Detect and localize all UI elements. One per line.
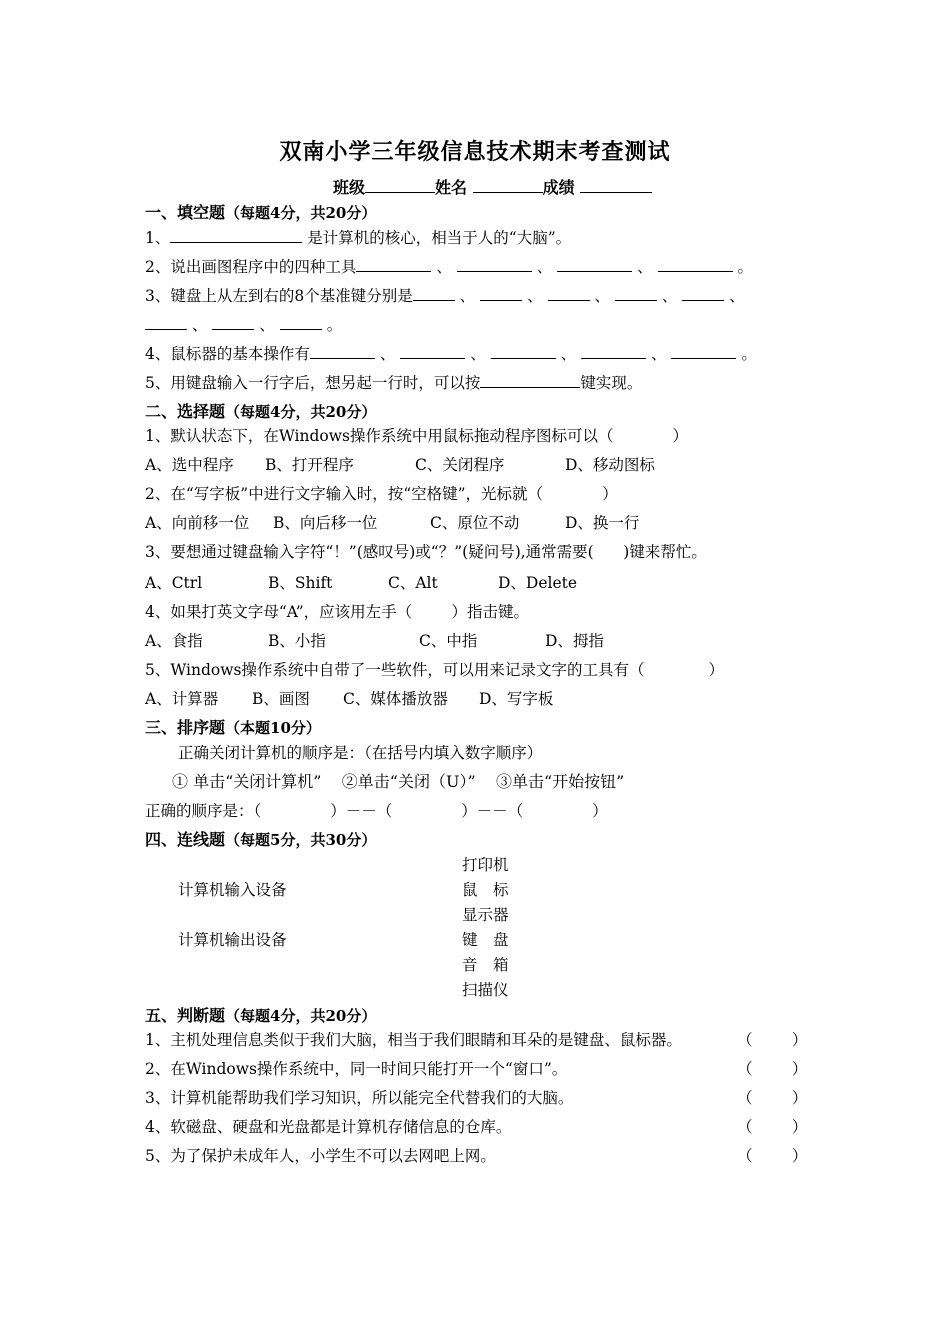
heading-text: 二、选择题 — [145, 402, 226, 421]
choice-q5: 5、Windows操作系统中自带了一些软件，可以用来记录文字的工具有（ ） — [145, 661, 724, 679]
option[interactable]: A、Ctrl — [145, 574, 203, 592]
match-left-item[interactable]: 计算机输入设备 — [178, 881, 287, 899]
score-label: 成绩 — [542, 178, 575, 197]
judge-bracket[interactable]: （ ） — [737, 1060, 808, 1078]
section-order-heading — [145, 718, 321, 738]
fill-blank[interactable] — [491, 344, 556, 359]
choice-q4: 4、如果打英文字母“A”，应该用左手（ ）指击键。 — [145, 603, 530, 621]
heading-note: （本题10分） — [225, 719, 321, 737]
sep: 、 — [637, 258, 653, 276]
sep: 、 — [527, 287, 543, 305]
end: 。 — [741, 345, 757, 363]
sep: 、 — [191, 316, 208, 334]
q-text: 4、鼠标器的基本操作有 — [145, 345, 310, 363]
fill-q1 — [145, 228, 571, 248]
match-left-item[interactable]: 计算机输出设备 — [178, 931, 287, 949]
judge-item: 1、主机处理信息类似于我们大脑，相当于我们眼睛和耳朵的是键盘、鼠标器。 — [145, 1031, 682, 1049]
fill-blank[interactable] — [548, 286, 590, 301]
heading-note: （每题4分，共20分） — [225, 204, 377, 222]
option[interactable]: A、向前移一位 — [145, 514, 250, 532]
option[interactable]: D、拇指 — [545, 632, 604, 650]
heading-text: 一、填空题 — [145, 203, 226, 222]
order-instruction: 正确关闭计算机的顺序是：（在括号内填入数字顺序） — [178, 744, 543, 762]
name-label: 姓名 — [435, 178, 468, 197]
order-options: ① 单击“关闭计算机” ②单击“关闭（U）” ③单击“开始按钮” — [172, 772, 625, 791]
judge-bracket[interactable]: （ ） — [737, 1089, 808, 1107]
match-right-item[interactable]: 键 盘 — [462, 931, 509, 949]
option[interactable]: B、打开程序 — [265, 456, 354, 474]
heading-note: （每题4分，共20分） — [225, 1007, 377, 1025]
fill-q2 — [145, 257, 753, 277]
heading-text: 五、判断题 — [145, 1006, 226, 1025]
option[interactable]: D、移动图标 — [565, 456, 655, 474]
sep: 、 — [470, 345, 486, 363]
heading-note: （每题5分，共30分） — [225, 831, 377, 849]
fill-blank[interactable] — [400, 344, 465, 359]
class-label: 班级 — [333, 178, 366, 197]
section-fill-heading — [145, 203, 376, 223]
fill-blank[interactable] — [671, 344, 736, 359]
sep: 、 — [594, 287, 610, 305]
section-choice-heading — [145, 402, 376, 422]
match-right-item[interactable]: 打印机 — [462, 856, 509, 874]
fill-blank[interactable] — [480, 373, 580, 388]
section-judge-heading — [145, 1006, 376, 1026]
judge-item: 3、计算机能帮助我们学习知识，所以能完全代替我们的大脑。 — [145, 1089, 574, 1107]
judge-bracket[interactable]: （ ） — [737, 1118, 808, 1136]
option[interactable]: C、原位不动 — [430, 514, 520, 532]
option[interactable]: D、Delete — [498, 574, 578, 592]
sep: 、 — [259, 316, 275, 334]
match-right-item[interactable]: 鼠 标 — [462, 881, 509, 899]
fill-q5 — [145, 373, 642, 393]
student-info-fields — [333, 178, 652, 198]
choice-q3: 3、要想通过键盘输入字符“！”(感叹号)或“？”(疑问号),通常需要( )键来帮忙。 — [145, 543, 707, 561]
sep: 、 — [650, 345, 667, 363]
judge-item: 4、软磁盘、硬盘和光盘都是计算机存储信息的仓库。 — [145, 1118, 512, 1136]
judge-item: 2、在Windows操作系统中，同一时间只能打开一个“窗口”。 — [145, 1060, 568, 1078]
fill-blank[interactable] — [682, 286, 724, 301]
match-right-item[interactable]: 音 箱 — [462, 956, 509, 974]
option[interactable]: A、食指 — [145, 632, 203, 650]
fill-blank[interactable] — [658, 257, 733, 272]
option[interactable]: C、关闭程序 — [415, 456, 505, 474]
judge-item: 5、为了保护未成年人，小学生不可以去网吧上网。 — [145, 1147, 496, 1165]
fill-q3-cont — [145, 315, 342, 335]
option[interactable]: D、写字板 — [479, 690, 554, 708]
heading-text: 四、连线题 — [145, 830, 226, 849]
fill-blank[interactable] — [480, 286, 522, 301]
end: 。 — [326, 316, 343, 334]
fill-blank[interactable] — [310, 344, 375, 359]
judge-bracket[interactable]: （ ） — [737, 1031, 808, 1049]
fill-blank[interactable] — [145, 315, 187, 330]
sep: 、 — [536, 258, 553, 276]
option[interactable]: C、中指 — [419, 632, 478, 650]
sep: 、 — [661, 287, 678, 305]
fill-q4 — [145, 344, 757, 364]
option[interactable]: B、向后移一位 — [273, 514, 378, 532]
score-blank[interactable] — [580, 178, 652, 193]
match-right-item[interactable]: 显示器 — [462, 906, 509, 924]
q-num: 1、 — [145, 229, 171, 247]
q-text: 5、用键盘输入一行字后，想另起一行时，可以按 — [145, 374, 481, 392]
fill-blank[interactable] — [170, 228, 302, 243]
option[interactable]: B、Shift — [268, 574, 333, 592]
name-blank[interactable] — [473, 178, 543, 193]
option[interactable]: B、画图 — [252, 690, 310, 708]
class-blank[interactable] — [365, 178, 435, 193]
q-text: 键实现。 — [580, 374, 643, 392]
option[interactable]: B、小指 — [268, 632, 326, 650]
judge-bracket[interactable]: （ ） — [737, 1147, 808, 1165]
fill-q3 — [145, 286, 745, 306]
sep: 、 — [560, 345, 577, 363]
section-match-heading — [145, 830, 376, 850]
option[interactable]: A、选中程序 — [145, 456, 234, 474]
page-title: 双南小学三年级信息技术期末考查测试 — [279, 139, 671, 165]
fill-blank[interactable] — [356, 257, 431, 272]
fill-blank[interactable] — [581, 344, 646, 359]
choice-q2: 2、在“写字板”中进行文字输入时，按“空格键”，光标就（ ） — [145, 485, 618, 503]
fill-blank[interactable] — [557, 257, 632, 272]
q-text: 2、说出画图程序中的四种工具 — [145, 258, 357, 276]
q-text: 是计算机的核心，相当于人的“大脑”。 — [302, 229, 572, 247]
option[interactable]: C、Alt — [388, 574, 438, 592]
sep: 、 — [729, 287, 745, 305]
order-answer[interactable]: 正确的顺序是：（ ）－－（ ）－－（ ） — [145, 802, 608, 820]
option[interactable]: A、计算器 — [145, 690, 219, 708]
fill-blank[interactable] — [280, 315, 322, 330]
end: 。 — [737, 258, 753, 276]
choice-q1: 1、默认状态下，在Windows操作系统中用鼠标拖动程序图标可以（ ） — [145, 427, 689, 445]
fill-blank[interactable] — [615, 286, 657, 301]
option[interactable]: D、换一行 — [565, 514, 640, 532]
sep: 、 — [459, 287, 476, 305]
option[interactable]: C、媒体播放器 — [343, 690, 448, 708]
fill-blank[interactable] — [413, 286, 455, 301]
fill-blank[interactable] — [457, 257, 532, 272]
q-text: 3、键盘上从左到右的8个基准键分别是 — [145, 287, 413, 305]
fill-blank[interactable] — [212, 315, 254, 330]
sep: 、 — [379, 345, 396, 363]
heading-text: 三、排序题 — [145, 718, 226, 737]
match-right-item[interactable]: 扫描仪 — [462, 981, 509, 999]
sep: 、 — [436, 258, 452, 276]
heading-note: （每题4分，共20分） — [225, 403, 377, 421]
